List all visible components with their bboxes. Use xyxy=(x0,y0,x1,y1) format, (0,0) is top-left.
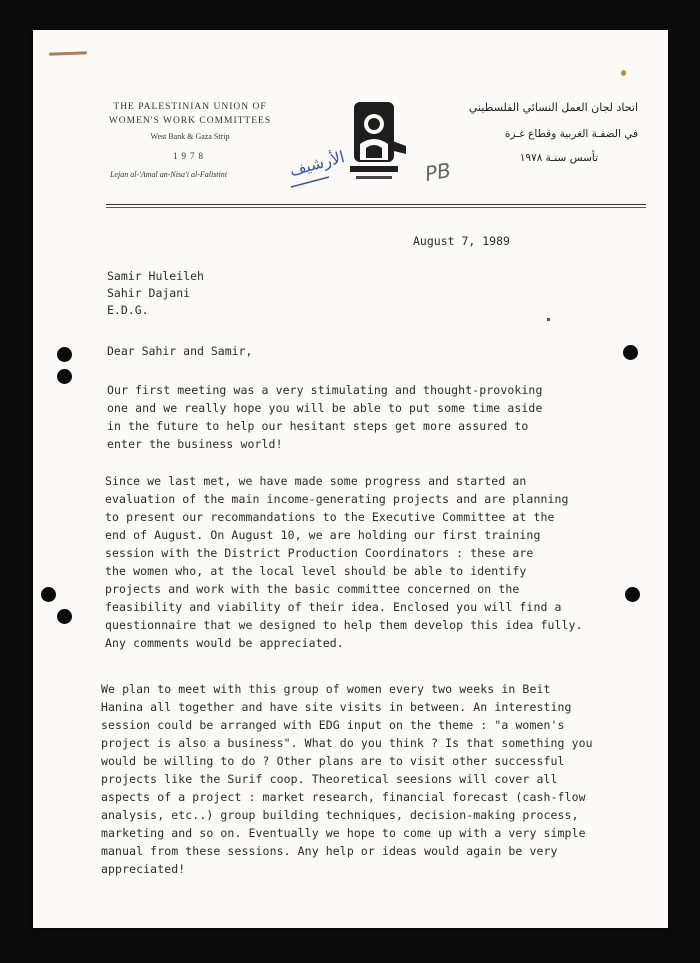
text-line: evaluation of the main income-generating projects and are planning xyxy=(105,492,569,506)
text-line: aspects of a project : market research, financial forecast (cash-flow xyxy=(101,790,586,804)
org-region-arabic: في الضفـة الغربية وقطاع غـزة xyxy=(504,128,638,140)
recipient-line: E.D.G. xyxy=(107,303,149,317)
paragraph-3 xyxy=(101,680,661,878)
text-line: project is also a business". What do you think ? Is that something you xyxy=(101,736,593,750)
pen-tick-mark xyxy=(547,318,550,321)
union-emblem-logo xyxy=(346,100,410,190)
handwritten-arabic-text: الأرشيف xyxy=(287,147,347,180)
handwritten-initials: PB xyxy=(423,157,453,187)
paragraph-2 xyxy=(105,472,665,652)
letterhead-arabic xyxy=(433,100,638,164)
paragraph-1 xyxy=(107,381,667,453)
text-line: end of August. On August 10, we are holding our first training xyxy=(105,528,541,542)
text-line: one and we really hope you will be able to put some time aside xyxy=(107,401,543,415)
text-line: enter the business world! xyxy=(107,437,283,451)
text-line: questionnaire that we designed to help them develop this idea fully. xyxy=(105,618,583,632)
handwritten-arabic-note xyxy=(287,147,347,204)
punch-hole xyxy=(623,345,638,360)
recipient-block xyxy=(107,268,204,319)
punch-hole xyxy=(57,369,72,384)
recipient-line: Samir Huleileh xyxy=(107,269,204,283)
text-line: marketing and so on. Eventually we hope to come up with a very simple xyxy=(101,826,586,840)
letterhead-rule-secondary xyxy=(106,207,646,208)
letter-page xyxy=(33,30,668,928)
salutation: Dear Sahir and Samir, xyxy=(107,344,253,358)
org-name-arabic: اتحاد لجان العمل النسائي الفلسطيني xyxy=(468,101,638,114)
letterhead-english xyxy=(105,100,275,179)
text-line: would be willing to do ? Other plans are to visit other successful xyxy=(101,754,565,768)
text-line: analysis, etc..) group building techniques, decision-making process, xyxy=(101,808,579,822)
org-transliteration: Lejan al-'Amal an-Nisa'i al-Falistini xyxy=(110,170,227,179)
text-line: session with the District Production Coordinators : these are xyxy=(105,546,534,560)
letter-date: August 7, 1989 xyxy=(413,234,510,248)
recipient-line: Sahir Dajani xyxy=(107,286,191,300)
text-line: feasibility and viability of their idea. Enclosed you will find a xyxy=(105,600,562,614)
text-line: Hanina all together and have site visits in between. An interesting xyxy=(101,700,572,714)
text-line: projects and work with the basic committee concerned on the xyxy=(105,582,520,596)
org-region: West Bank & Gaza Strip xyxy=(150,132,230,141)
org-name-line1: THE PALESTINIAN UNION OF xyxy=(113,102,267,112)
text-line: appreciated! xyxy=(101,862,186,876)
org-year: 1978 xyxy=(173,151,207,161)
letterhead-rule xyxy=(106,204,646,205)
punch-hole xyxy=(57,609,72,624)
punch-hole xyxy=(57,347,72,362)
text-line: to present our recommandations to the Executive Committee at the xyxy=(105,510,555,524)
text-line: the women who, at the local level should be able to identify xyxy=(105,564,527,578)
text-line: projects like the Surif coop. Theoretical seesions will cover all xyxy=(101,772,558,786)
staple-mark xyxy=(49,51,87,55)
text-line: Our first meeting was a very stimulating and thought-provoking xyxy=(107,383,543,397)
stain-spot xyxy=(621,70,626,76)
text-line: We plan to meet with this group of women every two weeks in Beit xyxy=(101,682,551,696)
text-line: in the future to help our hesitant steps get more assured to xyxy=(107,419,529,433)
text-line: Any comments would be appreciated. xyxy=(105,636,344,650)
text-line: session could be arranged with EDG input on the theme : "a women's xyxy=(101,718,565,732)
org-year-arabic: تأسس سنـة ١٩٧٨ xyxy=(519,152,598,164)
text-line: manual from these sessions. Any help or ideas would again be very xyxy=(101,844,558,858)
org-name-line2: WOMEN'S WORK COMMITTEES xyxy=(108,116,272,126)
punch-hole xyxy=(41,587,56,602)
text-line: Since we last met, we have made some progress and started an xyxy=(105,474,527,488)
